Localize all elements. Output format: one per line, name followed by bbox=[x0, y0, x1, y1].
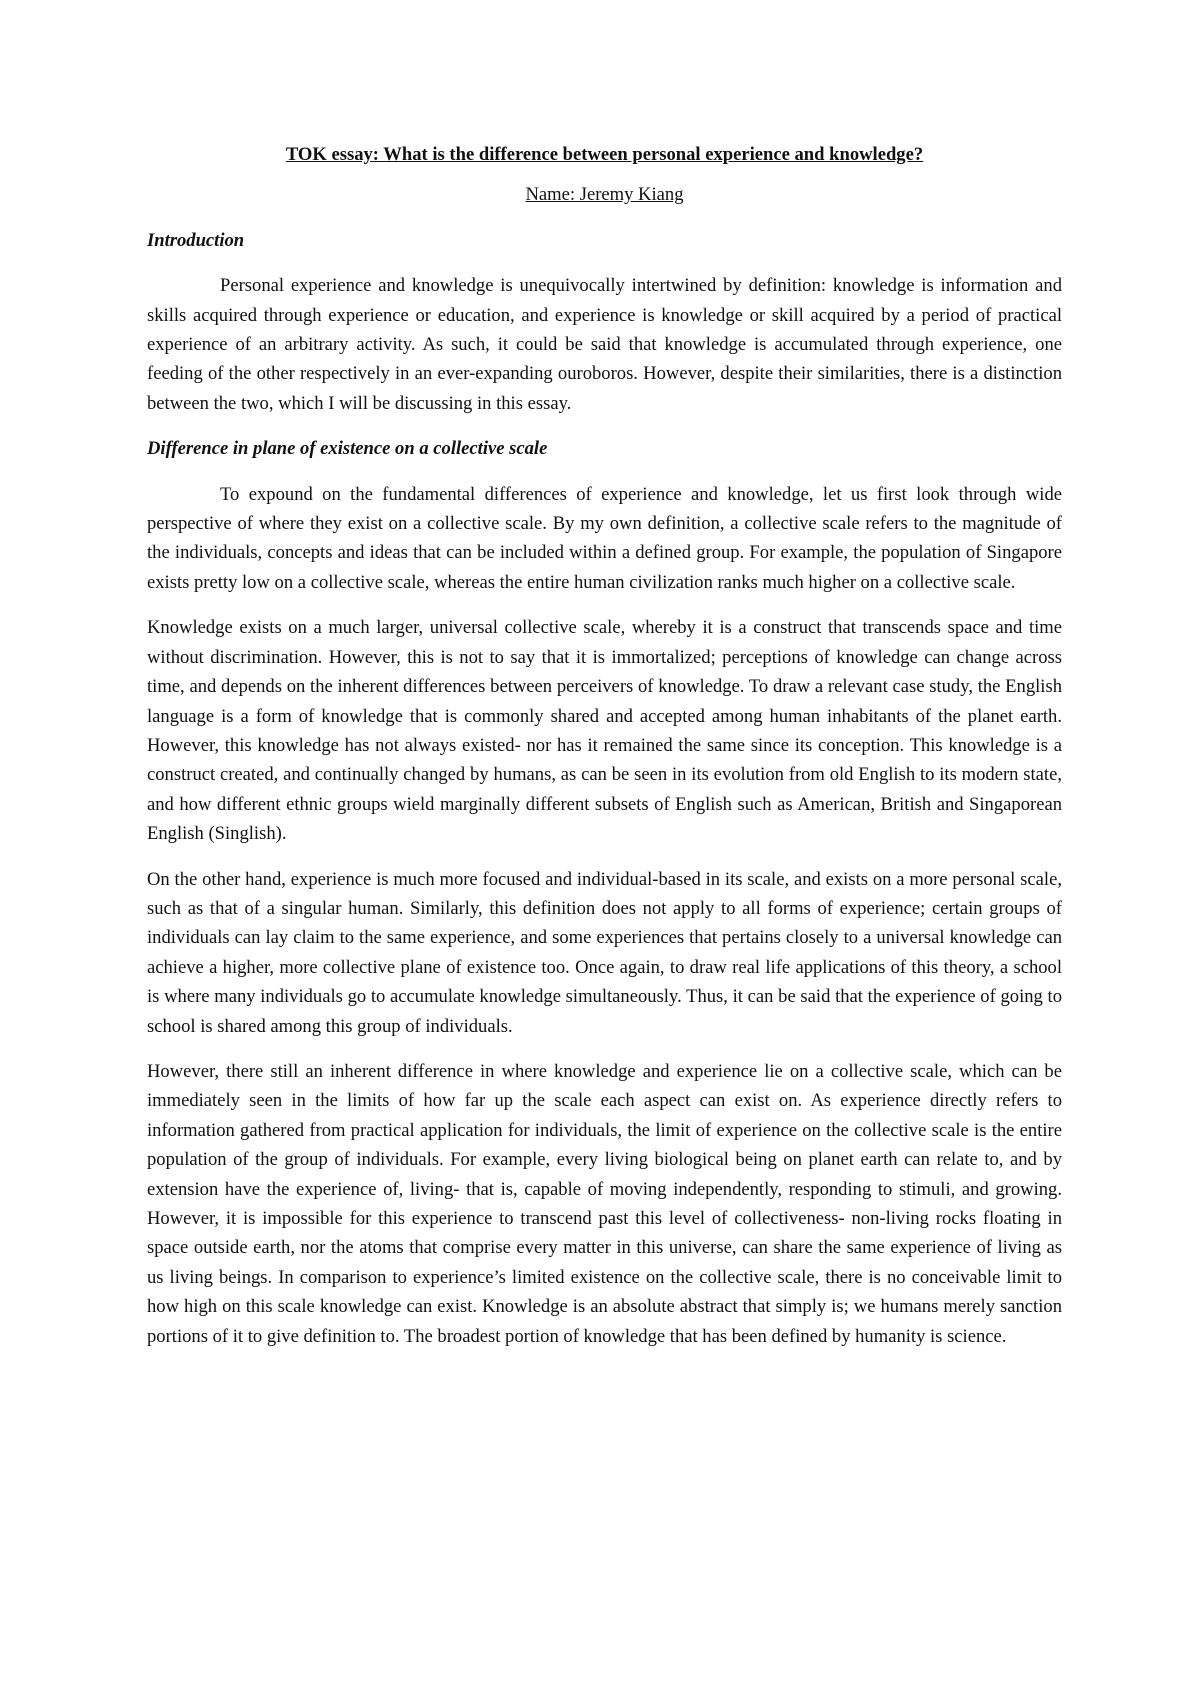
paragraph: However, there still an inherent difference in where knowledge and experience lie on a collective scale, which can be immediately seen in the limits of how far up the scale each aspect can exist on. As experience directly refers to information gathered from practical application for individuals, the limit of experience on the collective scale is the entire population of the group of individuals. For example, every living biological being on planet earth can relate to, and by extension have the experience of, living- that is, capable of moving independently, responding to stimuli, and growing. However, it is impossible for this experience to transcend past this level of collectiveness- non-living rocks floating in space outside earth, nor the atoms that comprise every matter in this universe, can share the same experience of living as us living beings. In comparison to experience’s limited existence on the collective scale, there is no conceivable limit to how high on this scale knowledge can exist. Knowledge is an absolute abstract that simply is; we humans merely sanction portions of it to give definition to. The broadest portion of knowledge that has been defined by humanity is science. bbox=[147, 1060, 1062, 1347]
paragraph: Knowledge exists on a much larger, universal collective scale, whereby it is a construct that transcends space and time without discrimination. However, this is not to say that it is immortalized; perceptions of knowledge can change across time, and depends on the inherent differences between perceivers of knowledge. To draw a relevant case study, the English language is a form of knowledge that is commonly shared and accepted among human inhabitants of the planet earth. However, this knowledge has not always existed- nor has it remained the same since its conception. This knowledge is a construct created, and continually changed by humans, as can be seen in its evolution from old English to its modern state, and how different ethnic groups wield marginally different subsets of English such as American, British and Singaporean English (Singlish). bbox=[147, 617, 1062, 845]
section-heading-collective-scale: Difference in plane of existence on a collective scale bbox=[147, 438, 548, 460]
paragraph: To expound on the fundamental differences of experience and knowledge, let us first look through wide perspective of where they exist on a collective scale. By my own definition, a collective scale refers to the magnitude of the individuals, concepts and ideas that can be included within a defined group. For example, the population of Singapore exists pretty low on a collective scale, whereas the entire human civilization ranks much higher on a collective scale. bbox=[147, 483, 1062, 593]
paragraph: On the other hand, experience is much more focused and individual-based in its scale, and exists on a more personal scale, such as that of a singular human. Similarly, this definition does not apply to all forms of experience; certain groups of individuals can lay claim to the same experience, and some experiences that pertains closely to a universal knowledge can achieve a higher, more collective plane of existence too. Once again, to draw real life applications of this theory, a school is where many individuals go to accumulate knowledge simultaneously. Thus, it can be said that the experience of going to school is shared among this group of individuals. bbox=[147, 868, 1062, 1037]
paragraph: Personal experience and knowledge is unequivocally intertwined by definition: knowledge is information and skills acquired through experience or education, and experience is knowledge or skill acquired by a period of practical experience of an arbitrary activity. As such, it could be said that knowledge is accumulated through experience, one feeding of the other respectively in an ever-expanding ouroboros. However, despite their similarities, there is a distinction between the two, which I will be discussing in this essay. bbox=[147, 275, 1062, 414]
essay-page bbox=[147, 140, 1062, 1367]
section-heading-introduction: Introduction bbox=[147, 229, 245, 251]
author-name: Name: Jeremy Kiang bbox=[525, 184, 684, 206]
essay-title: TOK essay: What is the difference between personal experience and knowledge? bbox=[285, 144, 924, 165]
